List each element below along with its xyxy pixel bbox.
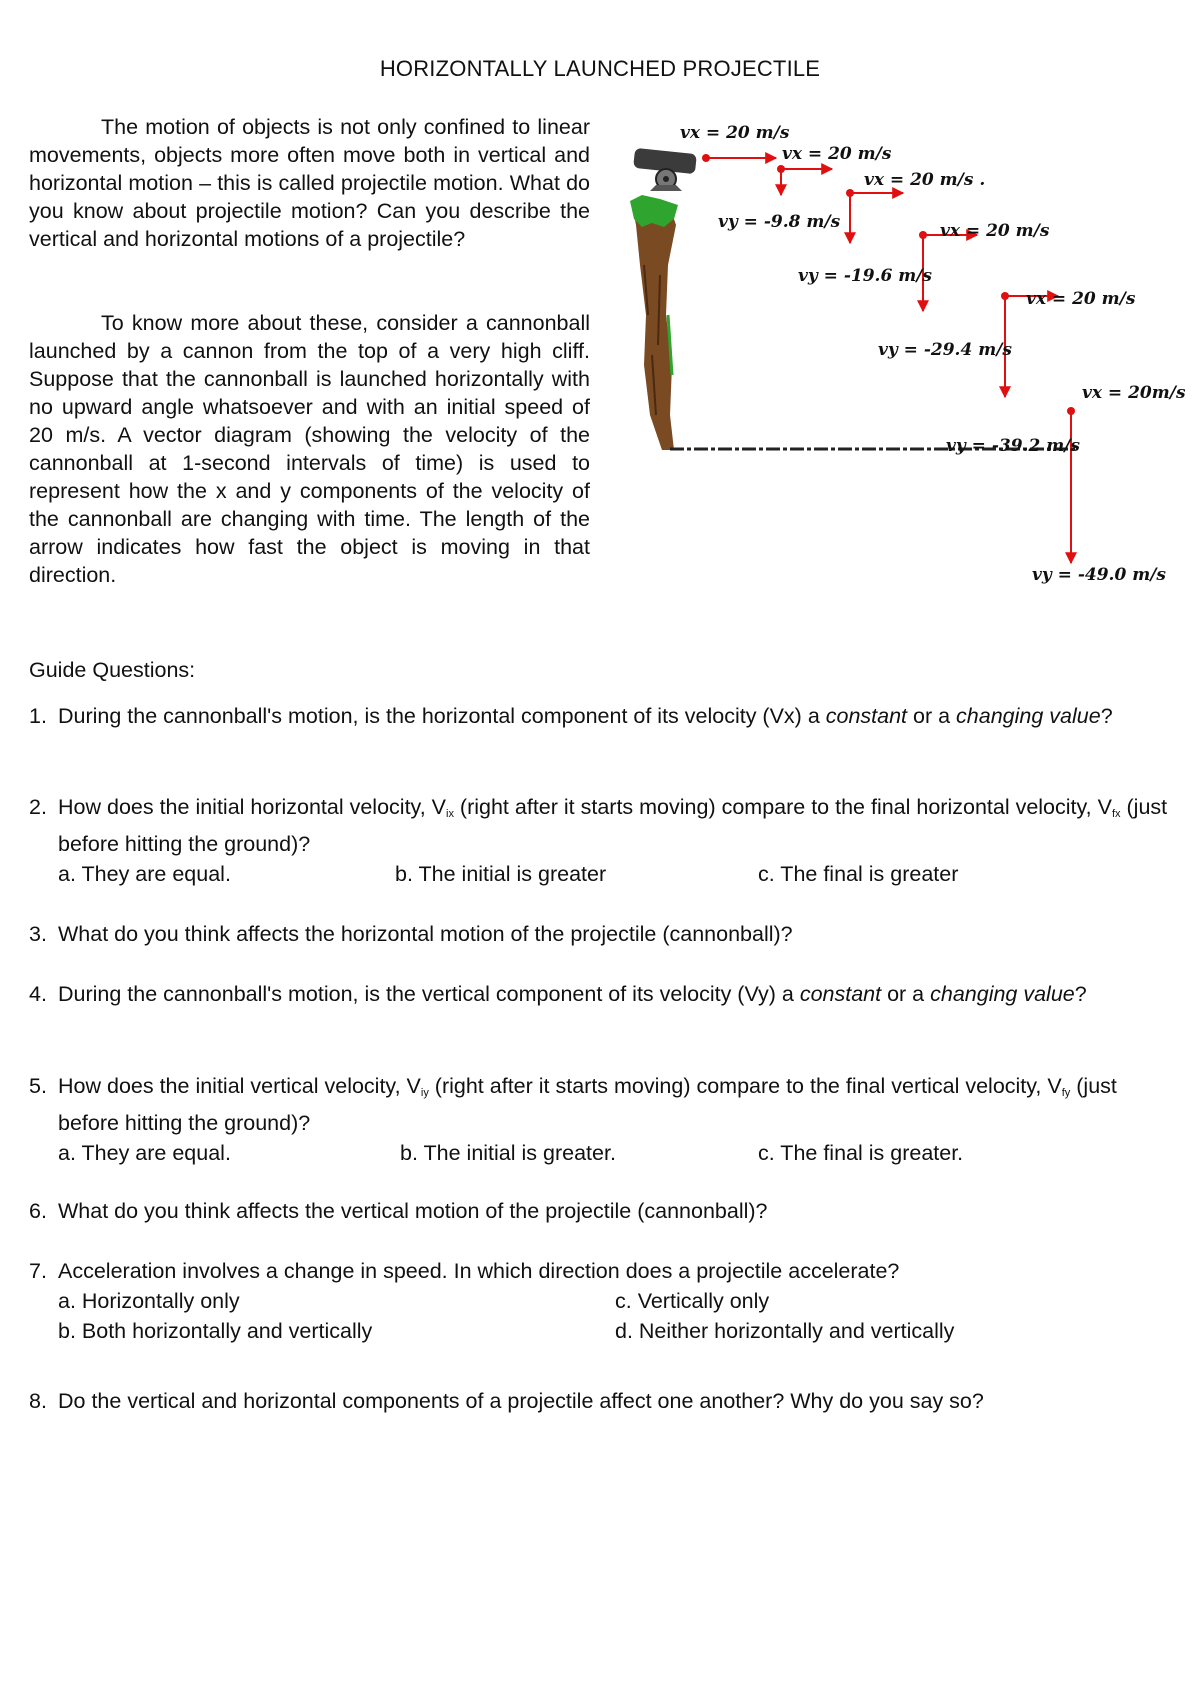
- emphasis-changing: changing value: [930, 982, 1075, 1006]
- option-c[interactable]: c. The final is greater: [758, 862, 959, 886]
- cannon-icon: [633, 148, 697, 191]
- answer-options: [58, 859, 1179, 889]
- question-3: [29, 919, 1179, 949]
- subscript: iy: [420, 1087, 429, 1099]
- intro-paragraph-1: [29, 113, 590, 253]
- vx-label-6: vx = 20m/s: [1082, 383, 1186, 403]
- cannonball-4: [919, 231, 927, 239]
- answer-options-row-2: [58, 1316, 1179, 1346]
- question-number: 2.: [29, 795, 47, 819]
- vx-label-4: vx = 20 m/s: [940, 221, 1050, 241]
- projectile-vector-diagram: [630, 115, 1190, 595]
- question-number: 1.: [29, 704, 47, 728]
- option-a[interactable]: a. They are equal.: [58, 1141, 231, 1165]
- question-text: (just before hitting the ground)?: [58, 795, 1168, 856]
- vy-label-1: vy = -9.8 m/s: [718, 212, 841, 232]
- option-d[interactable]: d. Neither horizontally and vertically: [615, 1319, 955, 1343]
- option-a[interactable]: a. They are equal.: [58, 862, 231, 886]
- question-number: 3.: [29, 922, 47, 946]
- emphasis-constant: constant: [825, 704, 908, 728]
- question-number: 4.: [29, 982, 47, 1006]
- question-text: or a: [907, 704, 957, 728]
- vy-label-2: vy = -19.6 m/s: [798, 266, 932, 286]
- question-text: During the cannonball's motion, is the vertical component of its velocity (Vy) a: [58, 982, 800, 1006]
- question-7: [29, 1256, 1179, 1346]
- cannonball-5: [1001, 292, 1009, 300]
- page-title: HORIZONTALLY LAUNCHED PROJECTILE: [379, 56, 821, 81]
- vx-label-3: vx = 20 m/s .: [864, 170, 986, 190]
- answer-options-row-1: [58, 1286, 1179, 1316]
- guide-questions-heading: Guide Questions:: [29, 658, 196, 682]
- emphasis-constant: constant: [799, 982, 882, 1006]
- question-number: 7.: [29, 1259, 47, 1283]
- answer-options: [58, 1138, 1179, 1168]
- question-4: [29, 979, 1179, 1009]
- question-text: (right after it starts moving) compare to the final horizontal velocity, V: [453, 795, 1112, 819]
- option-a[interactable]: a. Horizontally only: [58, 1289, 240, 1313]
- option-c[interactable]: c. Vertically only: [615, 1289, 770, 1313]
- question-text: (right after it starts moving) compare to the final vertical velocity, V: [428, 1074, 1062, 1098]
- question-text: (just before hitting the ground)?: [58, 1074, 1117, 1135]
- option-b[interactable]: b. Both horizontally and vertically: [58, 1319, 373, 1343]
- question-text: How does the initial horizontal velocity, V: [58, 795, 446, 819]
- question-number: 8.: [29, 1389, 47, 1413]
- emphasis-changing: changing value: [956, 704, 1101, 728]
- option-b[interactable]: b. The initial is greater: [395, 862, 607, 886]
- cannonball-3: [846, 189, 854, 197]
- question-number: 5.: [29, 1074, 47, 1098]
- question-text: ?: [1100, 704, 1113, 728]
- vy-label-4: vy = -39.2 m/s: [946, 436, 1080, 456]
- intro-paragraph-1-text: The motion of objects is not only confined to linear movements, objects more often move both in vertical and horizontal motion – this is called projectile motion. What do you know about projectile motion? Can you describe the vertical and horizontal motions of a projectile?: [29, 115, 590, 251]
- question-text: ?: [1074, 982, 1087, 1006]
- subscript: fy: [1061, 1087, 1071, 1099]
- question-text: What do you think affects the horizontal motion of the projectile (cannonball)?: [58, 922, 793, 946]
- option-b[interactable]: b. The initial is greater.: [400, 1141, 616, 1165]
- question-number: 6.: [29, 1199, 47, 1223]
- question-text: What do you think affects the vertical motion of the projectile (cannonball)?: [58, 1199, 768, 1223]
- intro-paragraph-2-text: To know more about these, consider a cannonball launched by a cannon from the top of a very high cliff. Suppose that the cannonball is launched horizontally with no upward angle whatsoever and with an initial speed of 20 m/s. A vector diagram (showing the velocity of the cannonball at 1-second intervals of time) is used to represent how the x and y components of the velocity of the cannonball are changing with time. The length of the arrow indicates how fast the object is moving in that direction.: [29, 311, 590, 587]
- subscript: ix: [446, 808, 454, 820]
- question-1: [29, 701, 1179, 731]
- cannonball-6: [1067, 407, 1075, 415]
- question-text: Do the vertical and horizontal components of a projectile affect one another? Why do you say so?: [58, 1389, 984, 1413]
- question-6: [29, 1196, 1179, 1226]
- option-c[interactable]: c. The final is greater.: [758, 1141, 964, 1165]
- question-text: During the cannonball's motion, is the horizontal component of its velocity (Vx) a: [58, 704, 826, 728]
- subscript: fx: [1111, 808, 1121, 820]
- vy-label-3: vy = -29.4 m/s: [878, 340, 1012, 360]
- vx-label-1: vx = 20 m/s: [680, 123, 790, 143]
- question-8: [29, 1386, 1179, 1416]
- cannonball-2: [777, 165, 785, 173]
- question-2: [29, 792, 1179, 889]
- cannonball-1: [702, 154, 710, 162]
- intro-paragraph-2: [29, 309, 590, 589]
- question-text: or a: [881, 982, 931, 1006]
- vx-label-5: vx = 20 m/s: [1026, 289, 1136, 309]
- vy-label-5: vy = -49.0 m/s: [1032, 565, 1166, 585]
- question-text: How does the initial vertical velocity, V: [58, 1074, 421, 1098]
- vx-label-2: vx = 20 m/s: [782, 144, 892, 164]
- question-text: Acceleration involves a change in speed. In which direction does a projectile accelerate?: [58, 1259, 900, 1283]
- question-5: [29, 1071, 1179, 1168]
